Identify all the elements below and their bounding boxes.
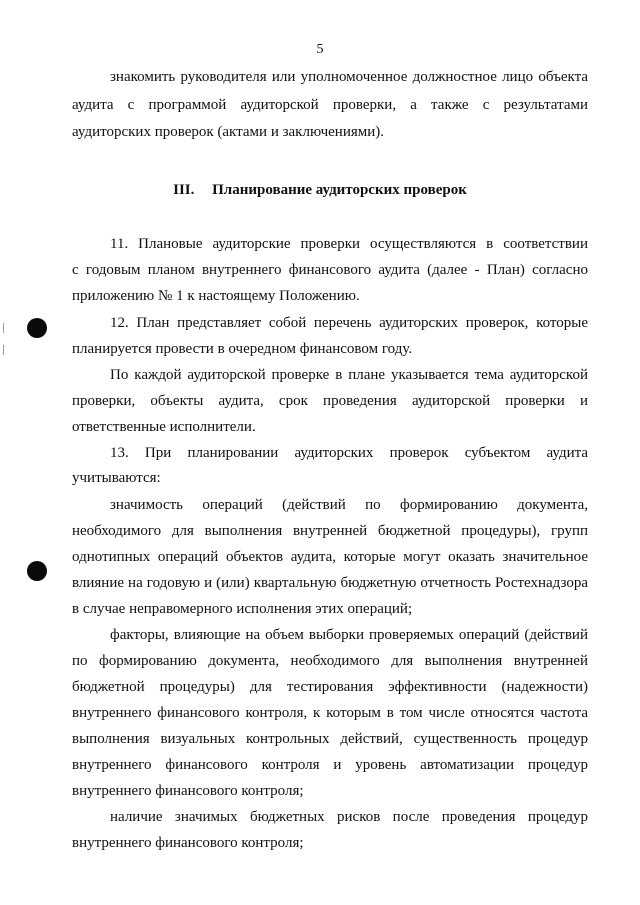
binder-edge-mark xyxy=(3,345,4,355)
section-title: Планирование аудиторских проверок xyxy=(212,182,467,198)
text-line: ответственные исполнители. xyxy=(72,419,256,435)
text-line: выполнения визуальных контрольных действий, существенность процедур xyxy=(72,731,588,747)
text-line: факторы, влияющие на объем выборки проверяемых операций (действий xyxy=(110,627,588,643)
text-line: аудиторских проверок (актами и заключениями). xyxy=(72,124,385,140)
punch-hole-icon xyxy=(27,318,47,338)
text-line: внутреннего финансового контроля и уровень автоматизации процедур xyxy=(72,757,588,773)
text-line: 11. Плановые аудиторские проверки осуществляются в соответствии xyxy=(110,236,588,252)
text-line: аудита с программой аудиторской проверки, а также с результатами xyxy=(72,97,588,113)
text-line: По каждой аудиторской проверке в плане указывается тема аудиторской xyxy=(110,367,588,383)
text-line: внутреннего финансового контроля, к которым в том числе относятся частота xyxy=(72,705,588,721)
text-line: учитываются: xyxy=(72,470,161,486)
text-line: 13. При планировании аудиторских проверок субъектом аудита xyxy=(110,445,588,461)
text-line: по формированию документа, необходимого для выполнения внутренней xyxy=(72,653,588,669)
section-number: III. xyxy=(173,182,195,198)
text-line: знакомить руководителя или уполномоченное должностное лицо объекта xyxy=(110,69,588,85)
text-line: значимость операций (действий по формированию документа, xyxy=(110,497,588,513)
text-line: влияние на годовую и (или) квартальную бюджетную отчетность Ростехнадзора xyxy=(72,575,588,591)
text-line: внутреннего финансового контроля; xyxy=(72,835,304,851)
page-number: 5 xyxy=(316,42,324,57)
text-line: необходимого для выполнения внутренней бюджетной процедуры), групп xyxy=(72,523,588,539)
binder-edge-mark xyxy=(3,323,4,333)
section-heading xyxy=(0,181,640,199)
text-line: с годовым планом внутреннего финансового аудита (далее - План) согласно xyxy=(72,262,588,278)
text-line: в случае неправомерного исполнения этих операций; xyxy=(72,601,413,617)
text-line: бюджетной процедуры) для тестирования эффективности (надежности) xyxy=(72,679,588,695)
text-line: однотипных операций объектов аудита, которые могут оказать значительное xyxy=(72,549,588,565)
text-line: проверки, объекты аудита, срок проведения аудиторской проверки и xyxy=(72,393,588,409)
punch-hole-icon xyxy=(27,561,47,581)
text-line: наличие значимых бюджетных рисков после проведения процедур xyxy=(110,809,588,825)
text-line: приложению № 1 к настоящему Положению. xyxy=(72,288,360,304)
text-line: 12. План представляет собой перечень аудиторских проверок, которые xyxy=(110,315,588,331)
text-line: планируется провести в очередном финансовом году. xyxy=(72,341,413,357)
text-line: внутреннего финансового контроля; xyxy=(72,783,304,799)
